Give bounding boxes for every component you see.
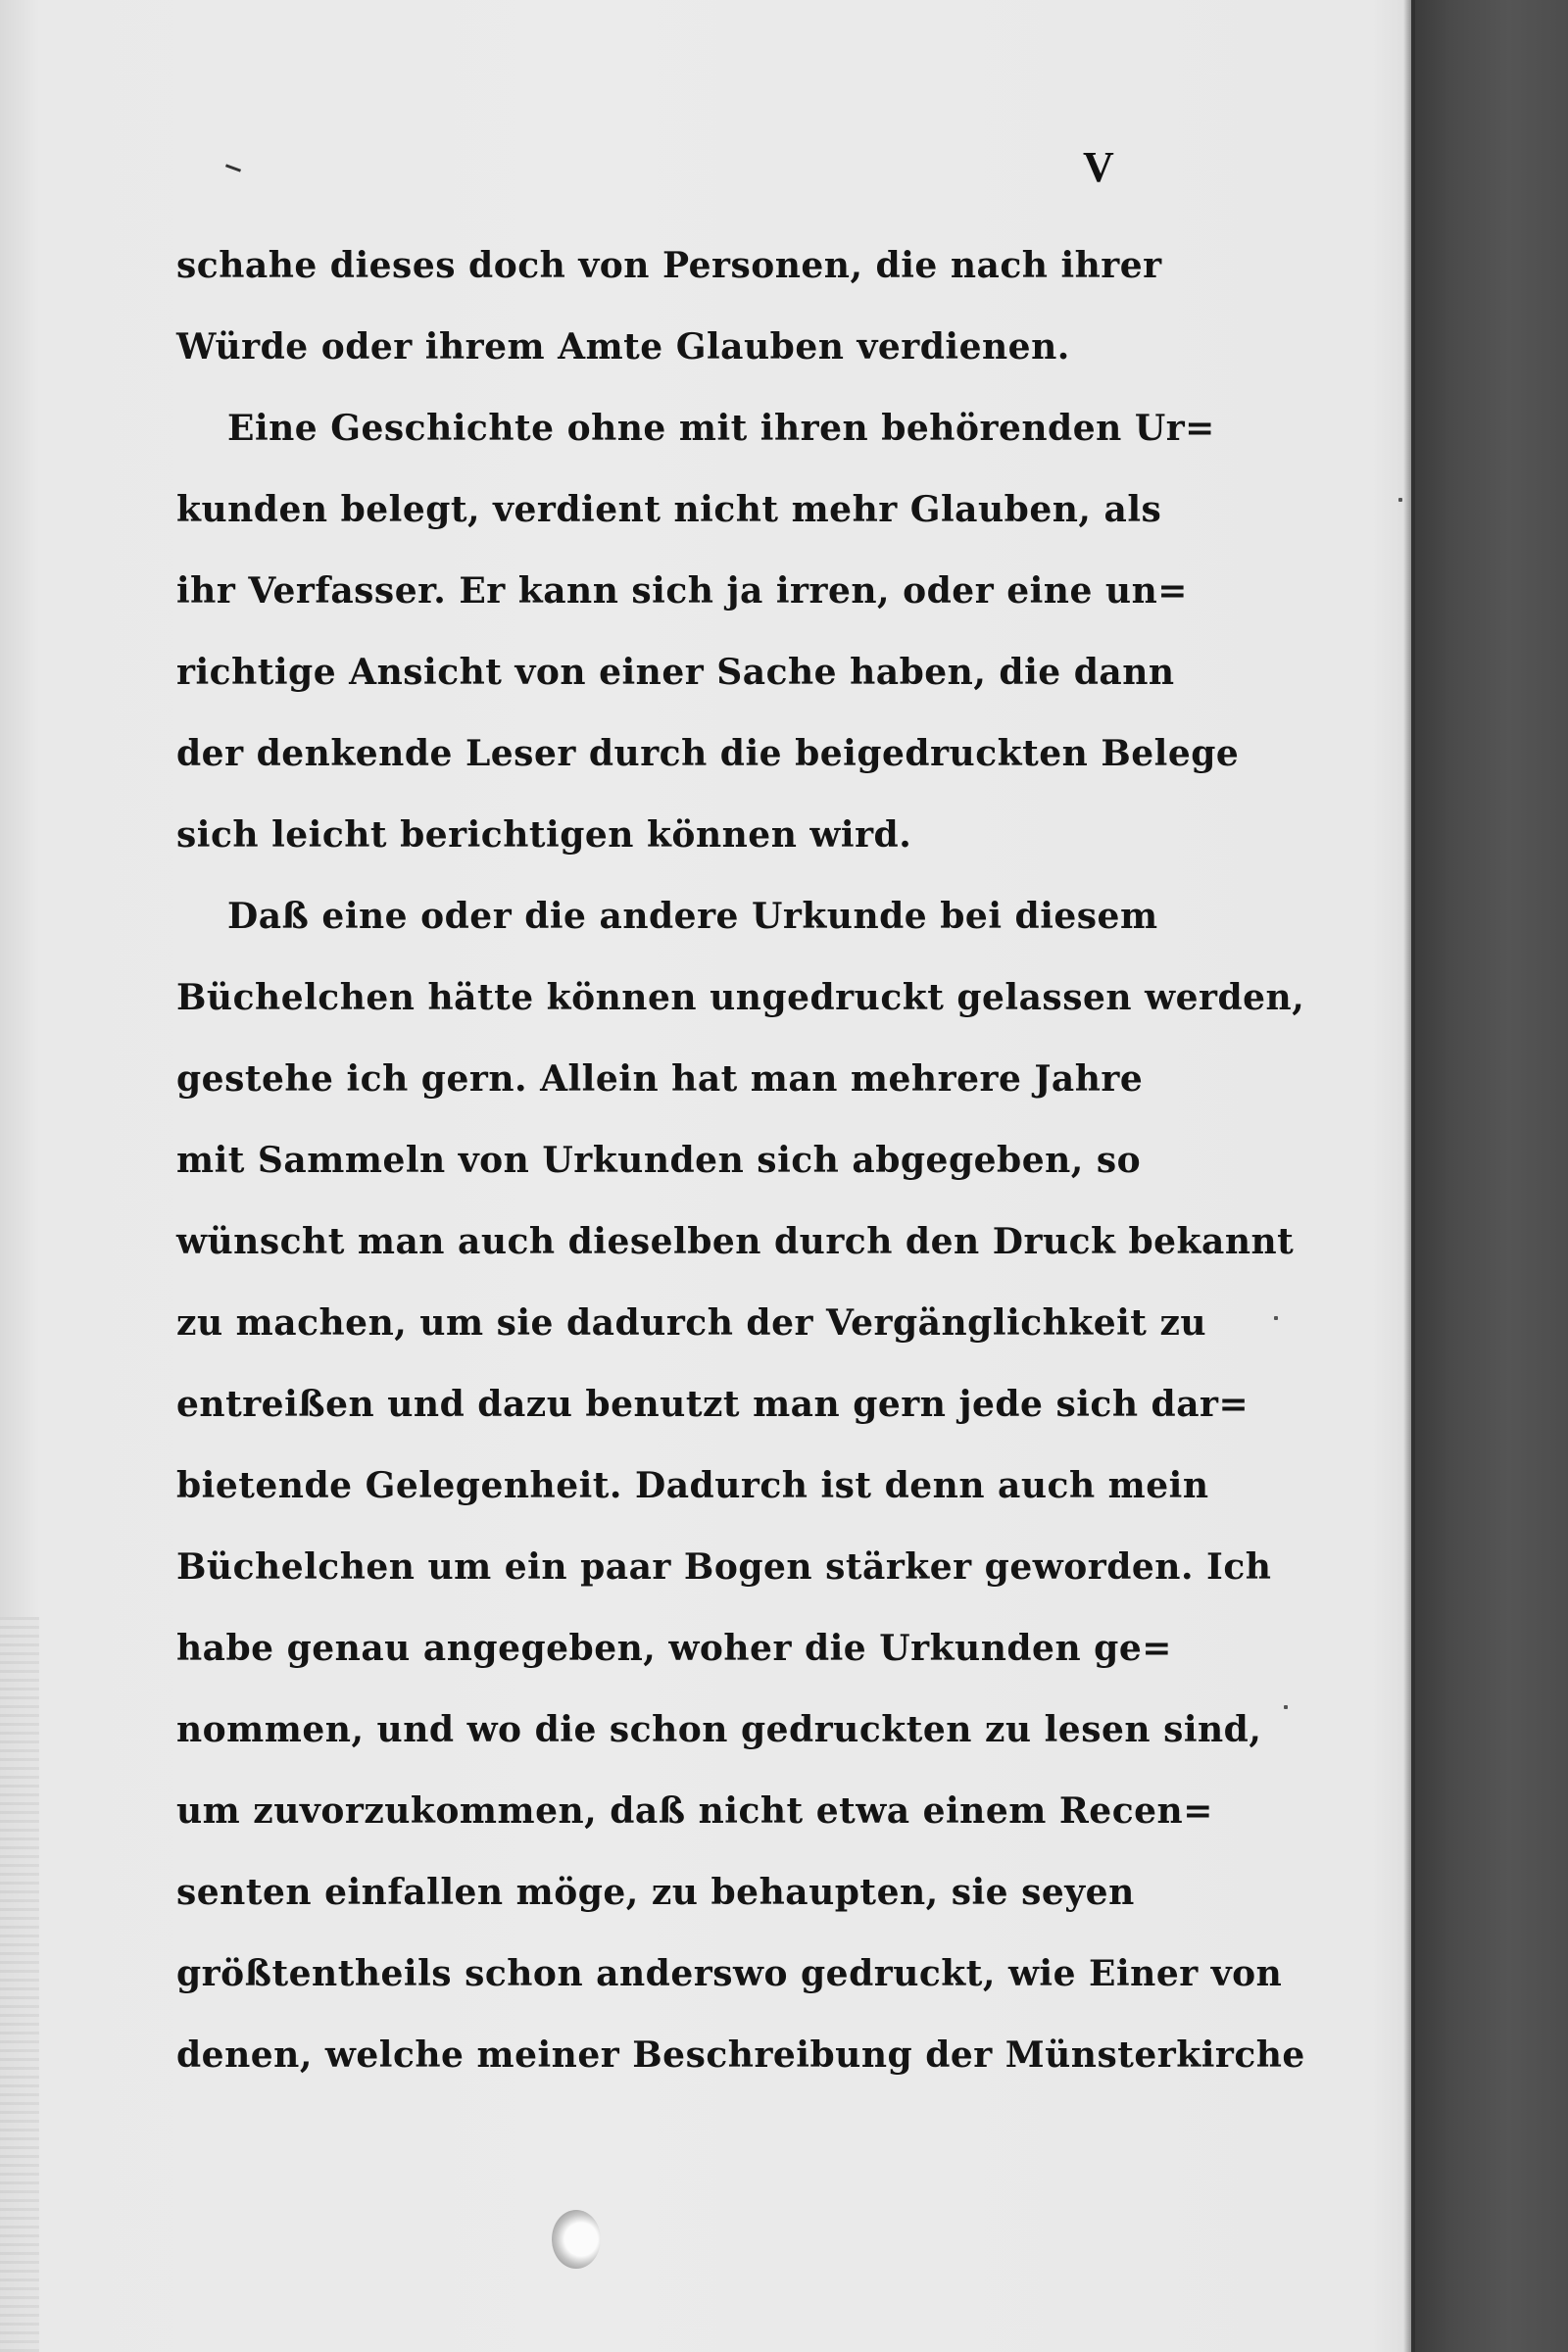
text-line: schahe dieses doch von Personen, die nach ihrer — [176, 245, 1162, 286]
text-line: zu machen, um sie dadurch der Vergänglichkeit zu — [176, 1302, 1207, 1344]
speck-mark — [1284, 1705, 1288, 1709]
text-line: ihr Verfasser. Er kann sich ja irren, oder eine un= — [176, 570, 1188, 612]
text-line: Würde oder ihrem Amte Glauben verdienen. — [176, 326, 1070, 368]
text-line: entreißen und dazu benutzt man gern jede sich dar= — [176, 1384, 1250, 1425]
text-line: Daß eine oder die andere Urkunde bei diesem — [227, 896, 1158, 937]
scan-background-margin — [1411, 0, 1568, 2352]
text-line: sich leicht berichtigen können wird. — [176, 814, 912, 856]
text-line: gestehe ich gern. Allein hat man mehrere Jahre — [176, 1058, 1144, 1100]
text-line: nommen, und wo die schon gedruckten zu lesen sind, — [176, 1709, 1262, 1750]
page-binding-edge — [0, 1617, 39, 2352]
ink-blot — [552, 2210, 601, 2269]
speck-mark — [1274, 1316, 1278, 1320]
text-line: Eine Geschichte ohne mit ihren behörenden Ur= — [227, 408, 1215, 449]
text-line: kunden belegt, verdient nicht mehr Glauben, als — [176, 489, 1162, 530]
text-line: denen, welche meiner Beschreibung der Münsterkirche — [176, 2034, 1305, 2076]
text-line: der denkende Leser durch die beigedruckten Belege — [176, 733, 1240, 774]
text-line: senten einfallen möge, zu behaupten, sie seyen — [176, 1872, 1135, 1913]
text-line: größtentheils schon anderswo gedruckt, wie Einer von — [176, 1953, 1283, 1994]
text-line: habe genau angegeben, woher die Urkunden ge= — [176, 1628, 1172, 1669]
text-line: um zuvorzukommen, daß nicht etwa einem Recen= — [176, 1790, 1213, 1832]
text-line: Büchelchen um ein paar Bogen stärker geworden. Ich — [176, 1546, 1272, 1588]
text-line: bietende Gelegenheit. Dadurch ist denn auch mein — [176, 1465, 1209, 1506]
speck-mark — [1398, 498, 1402, 502]
text-line: richtige Ansicht von einer Sache haben, die dann — [176, 652, 1175, 693]
text-line: mit Sammeln von Urkunden sich abgegeben, so — [176, 1140, 1142, 1181]
body-text — [176, 225, 1305, 2096]
text-line: wünscht man auch dieselben durch den Druck bekannt — [176, 1221, 1295, 1262]
header-mark — [225, 164, 241, 172]
text-line: Büchelchen hätte können ungedruckt gelassen werden, — [176, 977, 1305, 1018]
page-number: V — [1083, 143, 1114, 191]
